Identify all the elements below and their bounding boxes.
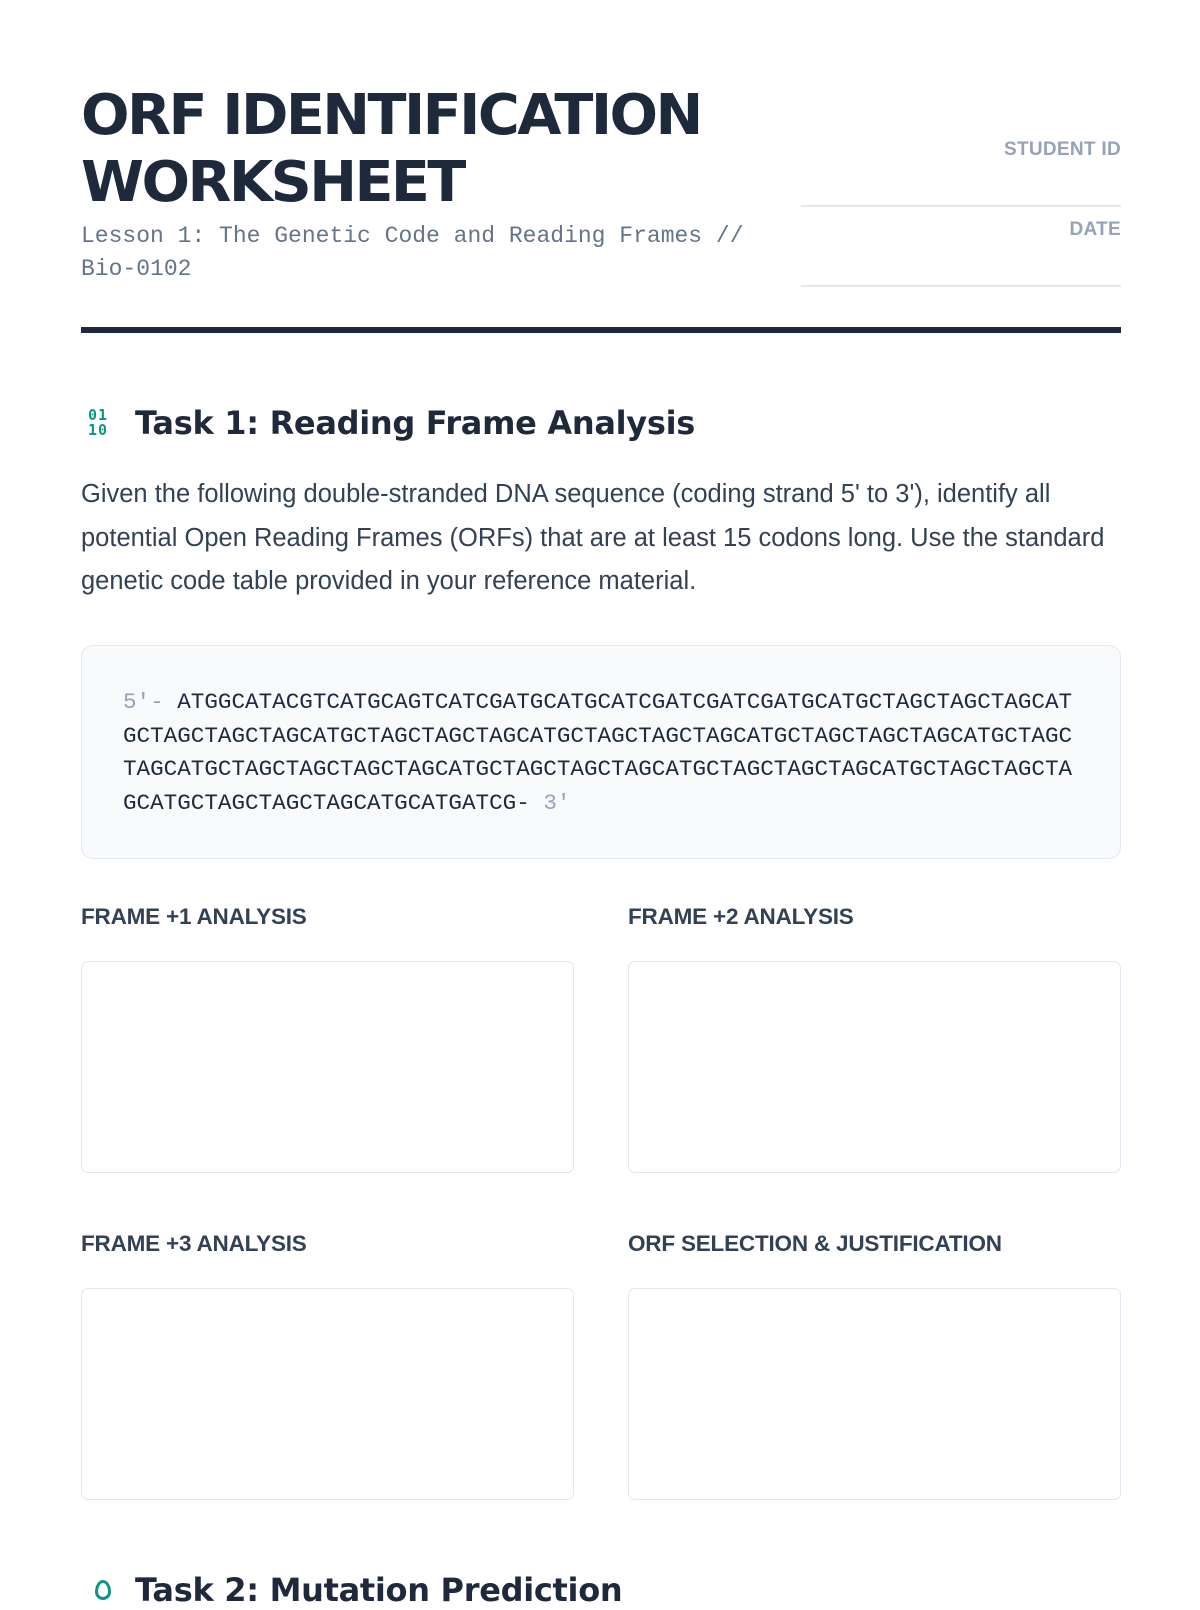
frame1-label: FRAME +1 ANALYSIS xyxy=(81,904,307,929)
task2-title: Task 2: Mutation Prediction xyxy=(135,1571,623,1609)
worksheet-header xyxy=(81,0,1121,334)
task1-title: Task 1: Reading Frame Analysis xyxy=(135,404,696,442)
date-field[interactable] xyxy=(801,285,1121,287)
frame3-answer-box[interactable] xyxy=(81,1288,574,1500)
orf-selection-label: ORF SELECTION & JUSTIFICATION xyxy=(628,1231,1002,1256)
date-label: DATE xyxy=(1069,219,1121,240)
title-line-1: ORF IDENTIFICATION xyxy=(81,83,701,148)
dna-sequence: ATGGCATACGTCATGCAGTCATCGATGCATGCATCGATCGATCGATGCATGCTAGCTAGCTAGCATGCTAGCTAGCTAGCATGCTAGCTAGCTAGCATGCTAGCTAGCTAGCATGCTAGCTAGCTAGCATGCTAGCTAGCATGCTAGCTAGCTAGCTAGCATGCTAGCTAGCTAGCATGCTAGCTAGCTAGCATGCTAGCTAGCTAGCATGCTAGCTAGCTAGCATGCATGATCG- xyxy=(123,689,1073,816)
frame2-answer-box[interactable] xyxy=(628,961,1121,1173)
title-line-2: WORKSHEET xyxy=(81,150,464,215)
lesson-subtitle: Lesson 1: The Genetic Code and Reading Frames // Bio-0102 xyxy=(81,223,744,282)
dna-sequence-box xyxy=(81,645,1121,859)
worksheet-page xyxy=(81,0,1121,1609)
three-prime-label: 3' xyxy=(543,789,571,816)
task1-description: Given the following double-stranded DNA sequence (coding strand 5' to 3'), identify all potential Open Reading Frames (ORFs) that are at least 15 codons long. Use the standard genetic code table provided in your reference material. xyxy=(81,480,1105,595)
student-id-field[interactable] xyxy=(801,205,1121,207)
mutation-icon xyxy=(81,1570,121,1610)
binary-code-icon: 01 10 xyxy=(88,406,109,439)
task1-heading xyxy=(81,403,695,443)
five-prime-label: 5'- xyxy=(123,689,164,715)
student-id-label: STUDENT ID xyxy=(1004,139,1121,160)
frame3-label: FRAME +3 ANALYSIS xyxy=(81,1231,307,1256)
frame2-label: FRAME +2 ANALYSIS xyxy=(628,904,854,929)
frame1-answer-box[interactable] xyxy=(81,961,574,1173)
orf-selection-answer-box[interactable] xyxy=(628,1288,1121,1500)
header-divider xyxy=(81,327,1121,333)
page-title xyxy=(81,82,795,216)
task2-heading xyxy=(81,1570,622,1610)
